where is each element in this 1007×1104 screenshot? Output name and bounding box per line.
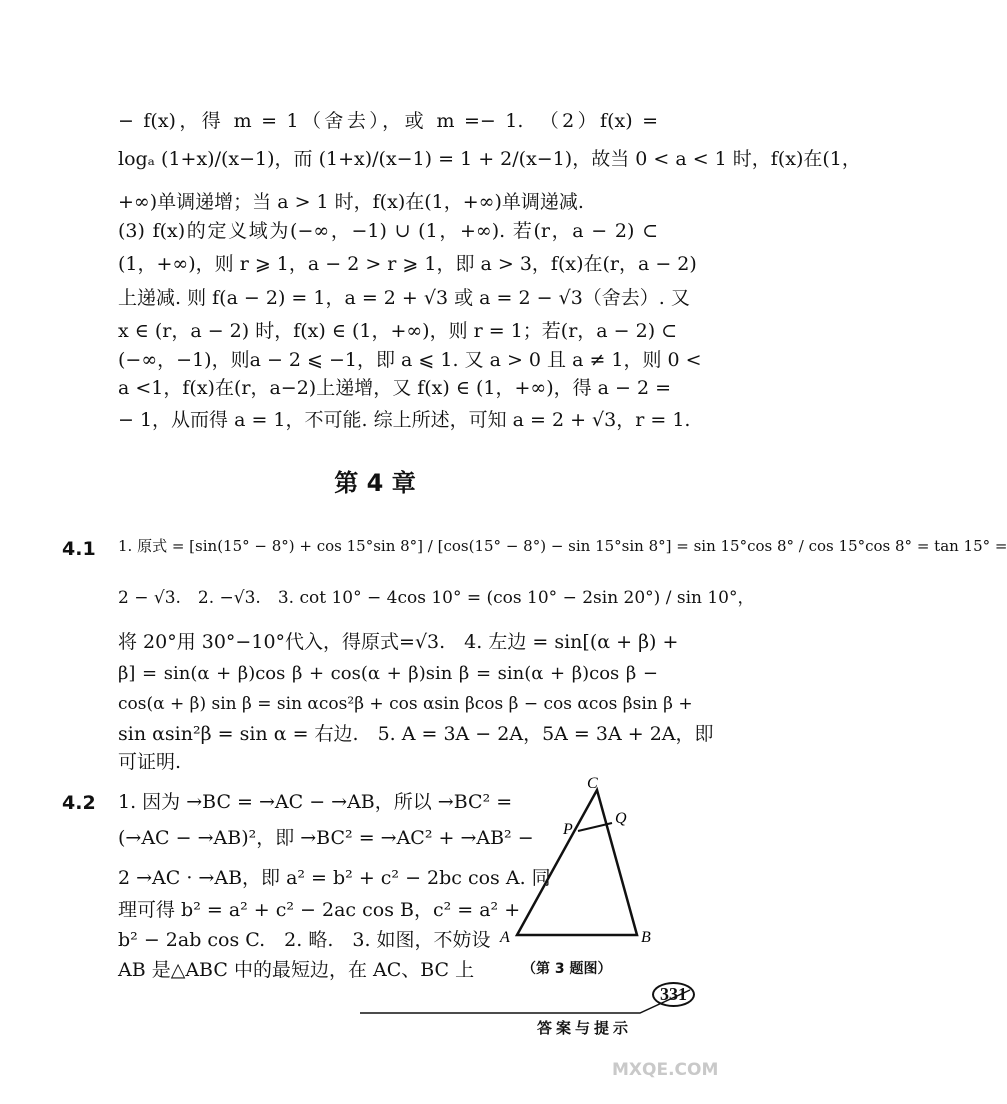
section-number: 4.2 bbox=[62, 792, 96, 814]
text-line: 1. 因为 →BC = →AC − →AB，所以 →BC² = bbox=[118, 791, 513, 813]
chapter-title: 第 4 章 bbox=[334, 469, 416, 497]
text-line: β] = sin(α + β)cos β + cos(α + β)sin β = sin(α + β)cos β − bbox=[118, 663, 658, 684]
label-b: B bbox=[641, 929, 651, 946]
triangle-figure bbox=[495, 775, 675, 955]
page-number: 331 bbox=[652, 982, 695, 1007]
text-line: a <1，f(x)在(r，a−2)上递增，又 f(x) ∈ (1，+∞)，得 a − 2 = bbox=[118, 377, 672, 399]
text-line: sin αsin²β = sin α = 右边. 5. A = 3A − 2A，5A = 3A + 2A，即 bbox=[118, 723, 714, 745]
text-line: (−∞，−1)，则a − 2 ⩽ −1，即 a ⩽ 1. 又 a > 0 且 a ≠ 1，则 0 < bbox=[118, 349, 702, 371]
figure-caption: （第 3 题图） bbox=[522, 961, 612, 977]
label-p: P bbox=[563, 821, 573, 838]
text-line: AB 是△ABC 中的最短边，在 AC、BC 上 bbox=[118, 959, 475, 981]
text-line: 2 − √3. 2. −√3. 3. cot 10° − 4cos 10° = (cos 10° − 2sin 20°) / sin 10°， bbox=[118, 588, 755, 608]
text-line: − f(x)，得 m = 1（舍去），或 m =− 1. （2）f(x) = bbox=[118, 110, 658, 132]
text-line: (1，+∞)，则 r ⩾ 1，a − 2 > r ⩾ 1，即 a > 3，f(x)在(r，a − 2) bbox=[118, 253, 697, 275]
text-line: +∞)单调递增；当 a > 1 时，f(x)在(1，+∞)单调递减. bbox=[118, 191, 584, 213]
text-line: 理可得 b² = a² + c² − 2ac cos B，c² = a² + bbox=[118, 899, 521, 921]
label-q: Q bbox=[615, 810, 627, 827]
section-number: 4.1 bbox=[62, 538, 96, 560]
footer-title: 答案与提示 bbox=[537, 1019, 633, 1037]
label-c: C bbox=[587, 775, 598, 792]
watermark: MXQE.COM bbox=[612, 1060, 719, 1080]
text-line: (→AC − →AB)²，即 →BC² = →AC² + →AB² − bbox=[118, 827, 534, 849]
label-a: A bbox=[500, 929, 510, 946]
text-line: x ∈ (r，a − 2) 时，f(x) ∈ (1，+∞)，则 r = 1；若(r，a − 2) ⊂ bbox=[118, 320, 678, 342]
text-line: − 1，从而得 a = 1，不可能. 综上所述，可知 a = 2 + √3，r = 1. bbox=[118, 409, 691, 431]
footer-decoration bbox=[0, 985, 750, 1045]
text-line: 2 →AC · →AB，即 a² = b² + c² − 2bc cos A. 同 bbox=[118, 867, 551, 889]
text-line: 可证明. bbox=[118, 751, 182, 773]
text-line: b² − 2ab cos C. 2. 略. 3. 如图，不妨设 bbox=[118, 929, 491, 951]
text-line: logₐ (1+x)/(x−1)，而 (1+x)/(x−1) = 1 + 2/(x−1)，故当 0 < a < 1 时，f(x)在(1， bbox=[118, 148, 861, 170]
text-line: 将 20°用 30°−10°代入，得原式=√3. 4. 左边 = sin[(α + β) + bbox=[118, 631, 679, 653]
text-line: 上递减. 则 f(a − 2) = 1，a = 2 + √3 或 a = 2 − √3（舍去）. 又 bbox=[118, 287, 690, 309]
text-line: (3) f(x)的定义域为(−∞，−1) ∪ (1，+∞). 若(r，a − 2) ⊂ bbox=[118, 220, 658, 242]
text-line: cos(α + β) sin β = sin αcos²β + cos αsin βcos β − cos αcos βsin β + bbox=[118, 694, 693, 714]
text-line: 1. 原式 = [sin(15° − 8°) + cos 15°sin 8°] / [cos(15° − 8°) − sin 15°sin 8°] = sin 15°cos 8° / cos 15°cos 8° = tan 15° = bbox=[118, 537, 1007, 555]
